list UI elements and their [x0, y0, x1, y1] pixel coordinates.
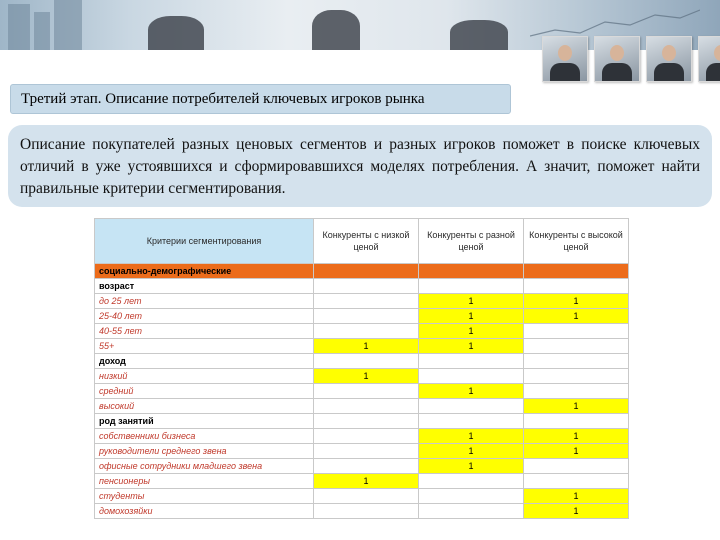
- header-photos: [542, 36, 720, 82]
- row-label: низкий: [95, 369, 314, 384]
- value-cell: 1: [524, 504, 629, 519]
- value-cell: 1: [524, 399, 629, 414]
- value-cell: 1: [419, 384, 524, 399]
- row-label: домохозяйки: [95, 504, 314, 519]
- people-photo: [542, 36, 588, 82]
- value-cell: [524, 354, 629, 369]
- value-cell: 1: [314, 474, 419, 489]
- table-body: [95, 264, 629, 519]
- building-shape: [34, 12, 50, 50]
- people-photo: [594, 36, 640, 82]
- row-label: высокий: [95, 399, 314, 414]
- value-cell: [314, 504, 419, 519]
- table-row: [95, 414, 629, 429]
- table-row: [95, 399, 629, 414]
- row-label: руководители среднего звена: [95, 444, 314, 459]
- value-cell: 1: [524, 489, 629, 504]
- row-label: род занятий: [95, 414, 314, 429]
- value-cell: [524, 459, 629, 474]
- value-cell: [524, 324, 629, 339]
- value-cell: 1: [419, 444, 524, 459]
- person-silhouette: [450, 20, 508, 50]
- row-label: социально-демографические: [95, 264, 314, 279]
- value-cell: 1: [314, 369, 419, 384]
- row-label: собственники бизнеса: [95, 429, 314, 444]
- value-cell: [524, 414, 629, 429]
- value-cell: 1: [524, 309, 629, 324]
- value-cell: [314, 279, 419, 294]
- table-row: [95, 264, 629, 279]
- table-row: [95, 444, 629, 459]
- table-row: [95, 324, 629, 339]
- table-row: [95, 504, 629, 519]
- table-row: [95, 354, 629, 369]
- value-cell: 1: [419, 459, 524, 474]
- row-label: средний: [95, 384, 314, 399]
- row-label: до 25 лет: [95, 294, 314, 309]
- value-cell: [314, 489, 419, 504]
- value-cell: 1: [419, 294, 524, 309]
- value-cell: [314, 309, 419, 324]
- row-label: 25-40 лет: [95, 309, 314, 324]
- slide-title-bar: [10, 84, 511, 114]
- value-cell: 1: [314, 339, 419, 354]
- value-cell: [314, 444, 419, 459]
- table-row: [95, 474, 629, 489]
- description-box: [8, 125, 712, 207]
- header-mixed-price: Конкуренты с разной ценой: [419, 219, 524, 264]
- value-cell: [524, 369, 629, 384]
- slide-title: Третий этап. Описание потребителей ключевых игроков рынка: [21, 91, 425, 107]
- value-cell: 1: [524, 429, 629, 444]
- value-cell: [314, 399, 419, 414]
- value-cell: 1: [419, 309, 524, 324]
- table-row: [95, 369, 629, 384]
- value-cell: [314, 414, 419, 429]
- people-photo: [698, 36, 720, 82]
- value-cell: [314, 324, 419, 339]
- value-cell: 1: [419, 339, 524, 354]
- building-shape: [54, 0, 82, 50]
- table-row: [95, 279, 629, 294]
- table-row: [95, 429, 629, 444]
- header-high-price: Конкуренты с высокой ценой: [524, 219, 629, 264]
- person-silhouette: [148, 16, 204, 50]
- value-cell: [314, 459, 419, 474]
- row-label: офисные сотрудники младшего звена: [95, 459, 314, 474]
- row-label: пенсионеры: [95, 474, 314, 489]
- table-row: [95, 309, 629, 324]
- person-silhouette: [312, 10, 360, 50]
- value-cell: [419, 369, 524, 384]
- value-cell: [314, 354, 419, 369]
- value-cell: [314, 384, 419, 399]
- value-cell: [524, 474, 629, 489]
- row-label: 55+: [95, 339, 314, 354]
- value-cell: [314, 264, 419, 279]
- header-low-price: Конкуренты с низкой ценой: [314, 219, 419, 264]
- row-label: 40-55 лет: [95, 324, 314, 339]
- value-cell: [314, 294, 419, 309]
- value-cell: [419, 264, 524, 279]
- row-label: студенты: [95, 489, 314, 504]
- row-label: возраст: [95, 279, 314, 294]
- building-shape: [8, 4, 30, 50]
- value-cell: [419, 474, 524, 489]
- value-cell: [524, 384, 629, 399]
- table-row: [95, 459, 629, 474]
- people-photo: [646, 36, 692, 82]
- value-cell: 1: [524, 294, 629, 309]
- table-header-row: [95, 219, 629, 264]
- table-row: [95, 294, 629, 309]
- table-row: [95, 384, 629, 399]
- table-row: [95, 339, 629, 354]
- value-cell: [419, 279, 524, 294]
- value-cell: [314, 429, 419, 444]
- value-cell: 1: [419, 324, 524, 339]
- table-row: [95, 489, 629, 504]
- value-cell: 1: [524, 444, 629, 459]
- segmentation-table: [94, 218, 629, 519]
- value-cell: [419, 504, 524, 519]
- value-cell: 1: [419, 429, 524, 444]
- value-cell: [524, 279, 629, 294]
- description-text: Описание покупателей разных ценовых сегментов и разных игроков поможет в поиске ключевых отличий в уже устоявшихся и сформировавшихся моделях потребления. А значит, поможет найти правильные критерии сегментирования.: [20, 136, 700, 197]
- value-cell: [524, 264, 629, 279]
- value-cell: [419, 489, 524, 504]
- value-cell: [524, 339, 629, 354]
- row-label: доход: [95, 354, 314, 369]
- value-cell: [419, 399, 524, 414]
- value-cell: [419, 354, 524, 369]
- header-criteria: Критерии сегментирования: [95, 219, 314, 264]
- value-cell: [419, 414, 524, 429]
